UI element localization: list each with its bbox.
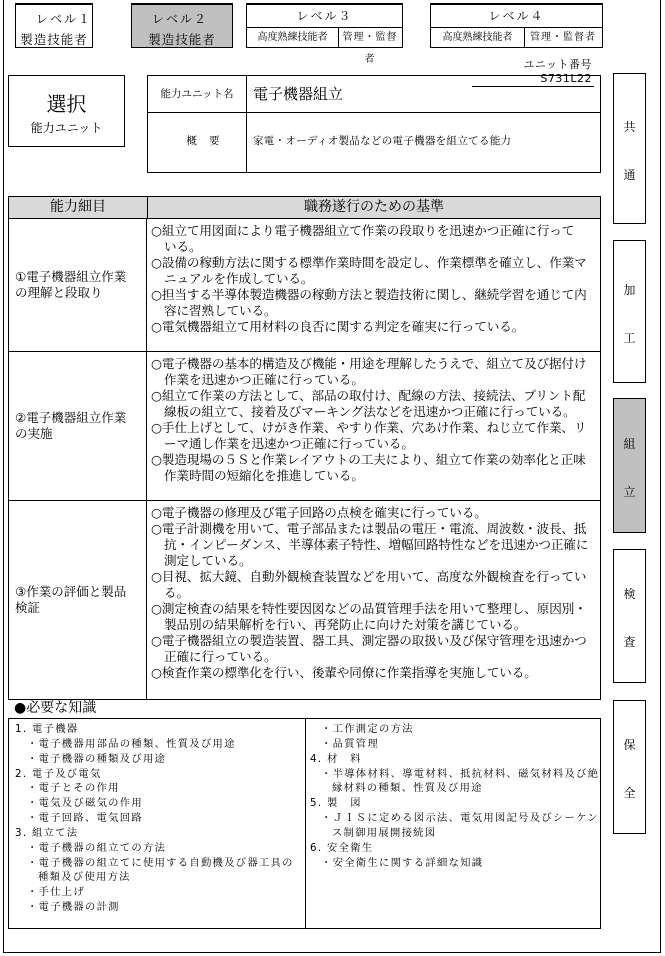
criteria-rows [9, 219, 600, 699]
criteria-standards [147, 352, 600, 500]
criteria-standard-item [151, 255, 600, 287]
knowledge-line: ・電気及び磁気の作用 [27, 797, 143, 810]
criteria-standard-line: 作業を迅速かつ正確に行っている。 [164, 372, 364, 387]
level-3-label: レベル３ [247, 5, 402, 28]
category-tab[interactable] [613, 700, 646, 834]
unit-type-subtitle: 能力ユニット [30, 121, 103, 135]
criteria-standards [147, 219, 600, 351]
level-4-role-expert[interactable]: 高度熟練技能者 [431, 27, 525, 47]
criteria-standard-line: ○検査作業の標準化を行い、後輩や同僚に作業指導を実施している。 [151, 665, 537, 680]
criteria-header-row [9, 197, 600, 219]
level-4-label: レベル４ [431, 5, 602, 28]
header-ability-item: 能力細目 [9, 197, 148, 218]
unit-summary: 家電・オーディオ製品などの電子機器を組立てる能力 [253, 135, 512, 147]
criteria-standard-line: ○電子機器組立の製造装置、器工具、測定器の取扱い及び保守管理を迅速かつ [151, 633, 587, 648]
criteria-standard-item [151, 356, 600, 388]
unit-name-label: 能力ユニット名 [160, 88, 234, 100]
criteria-standard-item [151, 388, 600, 420]
criteria-standard-line: 抗・インピーダンス、半導体素子特性、増幅回路特性などを迅速かつ正確に [164, 537, 589, 552]
criteria-standards [147, 501, 600, 699]
criteria-standard-item [151, 452, 600, 484]
criteria-standard-item [151, 521, 600, 569]
criteria-item-label-line: ③作業の評価と製品 [15, 584, 127, 599]
criteria-standard-item [151, 287, 600, 319]
level-3-role-expert[interactable]: 高度熟練技能者 [247, 27, 339, 47]
level-2-box[interactable] [131, 3, 233, 48]
criteria-standard-item [151, 319, 600, 335]
knowledge-line: ・電子機器の組立てに使用する自動機及び器工具の [27, 856, 294, 869]
knowledge-line: ・半導体材料、導電材料、抵抗材料、磁気材料及び絶 [321, 767, 600, 780]
level-1-label: レベル１ [36, 12, 93, 26]
category-tab-char: 加 [623, 282, 636, 297]
criteria-standard-line: ○電子機器の修理及び電子回路の点検を確実に行っている。 [151, 505, 487, 520]
knowledge-line: ・電子機器の種類及び用途 [27, 752, 167, 765]
category-tab-char: 共 [623, 119, 636, 134]
category-tab-char: 査 [623, 635, 636, 649]
criteria-standard-line: ○手仕上げとして、けがき作業、やすり作業、穴あけ作業、ねじ立て作業、リ [151, 420, 587, 435]
level-3-role-manager[interactable]: 管理・監督者 [342, 32, 398, 65]
criteria-standard-item [151, 505, 600, 521]
criteria-row [9, 352, 600, 501]
knowledge-right-column [306, 719, 600, 928]
level-4-box[interactable] [430, 3, 603, 48]
level-4-role-manager[interactable]: 管理・監督者 [530, 32, 596, 43]
criteria-row [9, 219, 600, 352]
knowledge-line: ス制御用展開接続図 [332, 826, 437, 839]
knowledge-line: ・電子機器用部品の種類、性質及び用途 [27, 737, 236, 750]
category-tab[interactable] [613, 73, 646, 224]
knowledge-title: ●必要な知識 [14, 700, 97, 716]
criteria-item-label-line: の理解と段取り [15, 285, 103, 300]
criteria-standard-line: ○電気機器組立て用材料の良否に関する判定を確実に行っている。 [151, 319, 525, 334]
criteria-standard-line: ○設備の稼動方法に関する標準作業時間を設定し、作業標準を確立し、作業マ [151, 255, 587, 270]
category-tab-char: 組 [623, 436, 636, 451]
criteria-standard-line: ○電子計測機を用いて、電子部品または製品の電圧・電流、周波数・波長、抵 [151, 521, 587, 536]
criteria-item-label-line: 検証 [15, 600, 41, 615]
criteria-standard-line: ○担当する半導体製造機器の稼動方法と製造技術に関し、継続学習を通じて内 [151, 287, 587, 302]
knowledge-line: 2. 電子及び電気 [15, 767, 102, 780]
category-tab[interactable] [613, 549, 646, 683]
level-2-label: レベル２ [152, 12, 209, 26]
knowledge-line: ・電子機器の計測 [27, 901, 120, 914]
knowledge-line: ・品質管理 [321, 737, 379, 750]
level-2-role: 製造技能者 [148, 32, 216, 47]
category-tab-char: 通 [623, 167, 636, 182]
criteria-standard-line: 作業時間の短縮化を推進している。 [164, 468, 364, 483]
knowledge-line: ・電子機器の組立ての方法 [27, 841, 167, 854]
knowledge-line: ・工作測定の方法 [321, 723, 414, 735]
unit-type-title: 選択 [46, 92, 87, 116]
criteria-standard-line: る。 [164, 585, 189, 600]
criteria-standard-line: ○目視、拡大鏡、自動外観検査装置などを用いて、高度な外観検査を行ってい [151, 569, 587, 584]
criteria-standard-line: 測定している。 [164, 553, 252, 568]
category-tab-char: 工 [623, 330, 636, 345]
criteria-item-label [9, 219, 147, 351]
criteria-item-label-line: ②電子機器組立作業 [15, 410, 127, 425]
criteria-standard-item [151, 420, 600, 452]
criteria-item-label-line: ①電子機器組立作業 [15, 269, 127, 284]
criteria-item-label [9, 352, 147, 500]
unit-name: 電子機器組立 [253, 85, 344, 103]
criteria-standard-line: 線板の組立て、接着及びマーキング法などを迅速かつ正確に行っている。 [164, 404, 576, 419]
criteria-standard-line: ーマ通し作業を迅速かつ正確に行っている。 [164, 436, 414, 451]
unit-summary-label: 概要 [186, 135, 232, 147]
knowledge-line: 5. 製 図 [310, 797, 362, 810]
header-performance-standard: 職務遂行のための基準 [304, 199, 444, 215]
criteria-standard-line: ニュアルを作成している。 [164, 271, 314, 286]
criteria-standard-line: ○組立て作業の方法として、部品の取付け、配線の方法、接続法、プリント配 [151, 388, 586, 403]
criteria-item-label-line: の実施 [15, 426, 53, 441]
knowledge-line: ・安全衛生に関する詳細な知識 [321, 856, 484, 869]
category-tab[interactable] [613, 240, 646, 383]
level-3-box[interactable] [246, 3, 403, 65]
knowledge-line: 種類及び使用方法 [38, 871, 131, 884]
knowledge-line: 1. 電子機器 [15, 723, 79, 735]
criteria-standard-line: いる。 [164, 239, 202, 254]
category-tab-char: 立 [623, 484, 636, 499]
unit-info-table [147, 75, 601, 173]
knowledge-line: 4. 材 料 [310, 752, 362, 765]
category-tab-char: 保 [623, 738, 636, 752]
criteria-standard-line: 製品別の結果解析を行い、再発防止に向けた対策を講じている。 [164, 617, 527, 632]
criteria-standard-line: 容に習熟している。 [164, 303, 277, 318]
knowledge-line: ・電子とその作用 [27, 782, 120, 795]
criteria-item-label [9, 501, 147, 699]
knowledge-left-column [9, 719, 306, 928]
knowledge-line: ・手仕上げ [27, 886, 85, 899]
knowledge-line: 3. 組立て法 [15, 826, 79, 839]
criteria-row [9, 501, 600, 699]
criteria-standard-item [151, 223, 600, 255]
unit-type-box [8, 75, 125, 147]
criteria-standard-item [151, 601, 600, 633]
criteria-standard-item [151, 633, 600, 665]
unit-number: ユニット番号 S731L22 [472, 58, 594, 87]
category-tab-char: 全 [623, 786, 636, 800]
category-tab-char: 検 [623, 587, 636, 601]
knowledge-line: ・電子回路、電気回路 [27, 812, 143, 825]
criteria-standard-line: ○電子機器の基本的構造及び機能・用途を理解したうえで、組立て及び据付け [151, 356, 587, 371]
criteria-standard-item [151, 569, 600, 601]
criteria-standard-line: ○測定検査の結果を特性要因図などの品質管理手法を用いて整理し、原因別・ [151, 601, 587, 616]
category-tab[interactable] [613, 398, 646, 533]
level-1-role: 製造技能者 [20, 32, 88, 47]
knowledge-line: 縁材料の種類、性質及び用途 [332, 782, 483, 795]
criteria-standard-item [151, 665, 600, 681]
knowledge-line: 6. 安全衛生 [310, 841, 374, 854]
criteria-standard-line: 正確に行っている。 [164, 649, 277, 664]
level-1-box[interactable] [15, 3, 93, 48]
knowledge-line: ・ＪＩＳに定める図示法、電気用図記号及びシーケン [321, 812, 599, 825]
criteria-table [8, 196, 601, 700]
knowledge-box [8, 718, 601, 929]
criteria-standard-line: ○組立て用図面により電子機器組立て作業の段取りを迅速かつ正確に行って [151, 223, 575, 238]
criteria-standard-line: ○製造現場の５Ｓと作業レイアウトの工夫により、組立て作業の効率化と正味 [151, 452, 586, 467]
